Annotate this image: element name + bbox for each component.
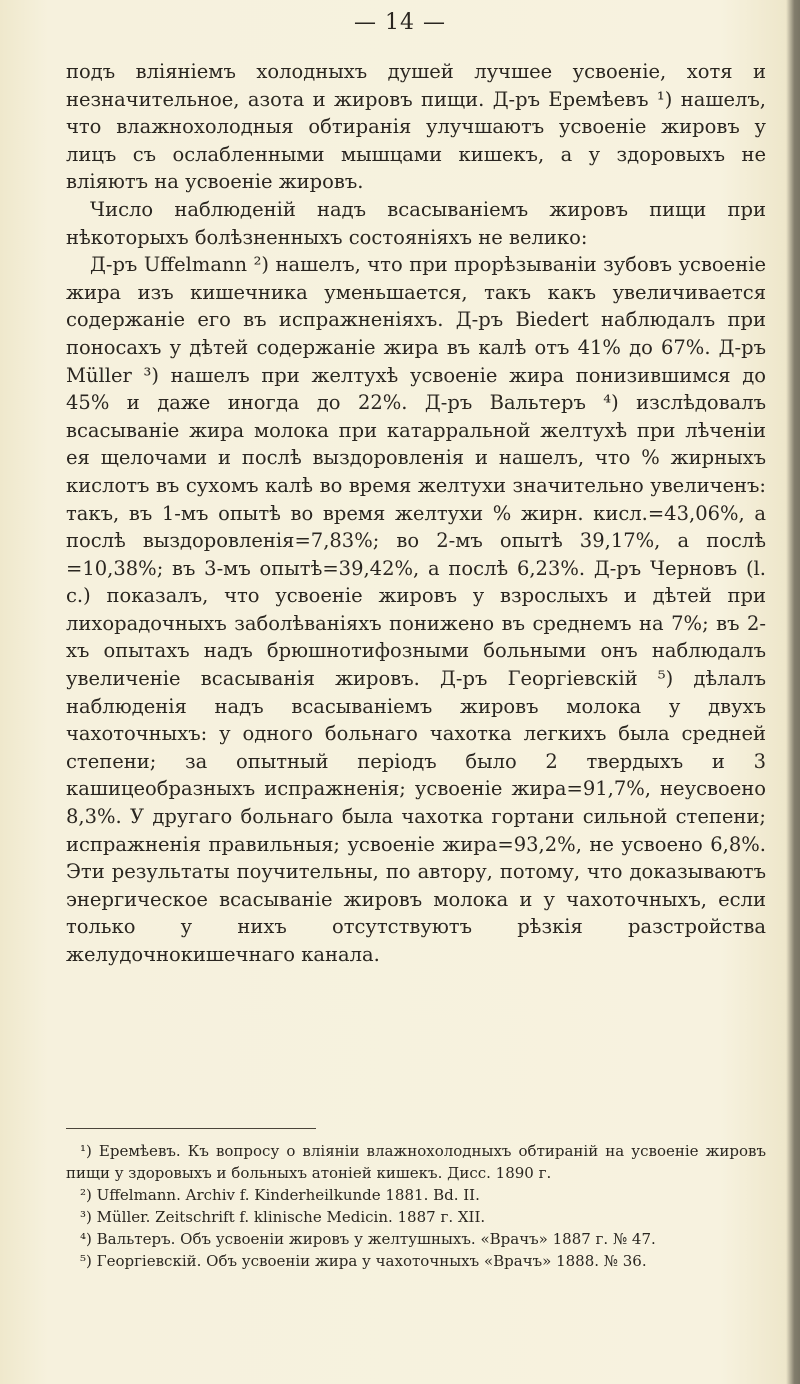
page-edge-shadow — [786, 0, 800, 1384]
footnote-5: ⁵) Георгіевскій. Объ усвоеніи жира у чахоточныхъ «Врачъ» 1888. № 36. — [80, 1252, 647, 1270]
page-number: — 14 — — [354, 10, 446, 35]
footnote-4: ⁴) Вальтеръ. Объ усвоеніи жировъ у желтушныхъ. «Врачъ» 1887 г. № 47. — [80, 1230, 656, 1248]
footnotes — [66, 1140, 766, 1272]
paragraph-3: Д-ръ Uffelmann ²) нашелъ, что при прорѣзываніи зубовъ усвоеніе жира изъ кишечника уменьшается, такъ какъ увеличивается содержаніе его въ испражненіяхъ. Д-ръ Biedert наблюдалъ при поносахъ у дѣтей содержаніе жира въ калѣ отъ 41% до 67%. Д-ръ Müller ³) нашелъ при желтухѣ усвоеніе жира понизившимся до 45% и даже иногда до 22%. Д-ръ Вальтеръ ⁴) изслѣдовалъ всасываніе жира молока при катарральной желтухѣ при лѣченіи ея щелочами и послѣ выздоровленія и нашелъ, что % жирныхъ кислотъ въ сухомъ калѣ во время желтухи значительно увеличенъ: такъ, въ 1-мъ опытѣ во время желтухи % жирн. кисл.=43,06%, а послѣ выздоровленія=7,83%; во 2-мъ опытѣ 39,17%, а послѣ =10,38%; въ 3-мъ опытѣ=39,42%, а послѣ 6,23%. Д-ръ Черновъ (l. c.) показалъ, что усвоеніе жировъ у взрослыхъ и дѣтей при лихорадочныхъ заболѣваніяхъ понижено въ среднемъ на 7%; въ 2-хъ опытахъ надъ брюшнотифозными больными онъ наблюдалъ увеличеніе всасыванія жировъ. Д-ръ Георгіевскій ⁵) дѣлалъ наблюденія надъ всасываніемъ жировъ молока у двухъ чахоточныхъ: у одного больнаго чахотка легкихъ была средней степени; за опытный періодъ было 2 твердыхъ и 3 кашицеобразныхъ испражненія; усвоеніе жира=91,7%, неусвоено 8,3%. У другаго больнаго была чахотка гортани сильной степени; испражненія правильныя; усвоеніе жира=93,2%, не усвоено 6,8%. Эти результаты поучительны, по автору, потому, что доказываютъ энергическое всасываніе жировъ молока и у чахоточныхъ, если только у нихъ отсутствуютъ рѣзкія разстройства желудочнокишечнаго канала. — [66, 253, 766, 966]
footnote-2: ²) Uffelmann. Archiv f. Kinderheilkunde 1881. Bd. II. — [80, 1186, 480, 1204]
paragraph-2: Число наблюденій надъ всасываніемъ жировъ пищи при нѣкоторыхъ болѣзненныхъ состояніяхъ не велико: — [66, 197, 766, 249]
footnote-3: ³) Müller. Zeitschrift f. klinische Medicin. 1887 г. XII. — [80, 1208, 486, 1226]
footnote-divider — [66, 1128, 316, 1129]
main-text — [66, 58, 766, 969]
paragraph-1: подъ вліяніемъ холодныхъ душей лучшее усвоеніе, хотя и незначительное, азота и жировъ пищи. Д-ръ Еремѣевъ ¹) нашелъ, что влажнохолодныя обтиранія улучшаютъ усвоеніе жировъ у лицъ съ ослабленными мышцами кишекъ, а у здоровыхъ не вліяютъ на усвоеніе жировъ. — [66, 60, 766, 194]
footnote-1: ¹) Еремѣевъ. Къ вопросу о вліяніи влажнохолодныхъ обтираній на усвоеніе жировъ пищи у здоровыхъ и больныхъ атоніей кишекъ. Дисс. 1890 г. — [66, 1142, 766, 1182]
